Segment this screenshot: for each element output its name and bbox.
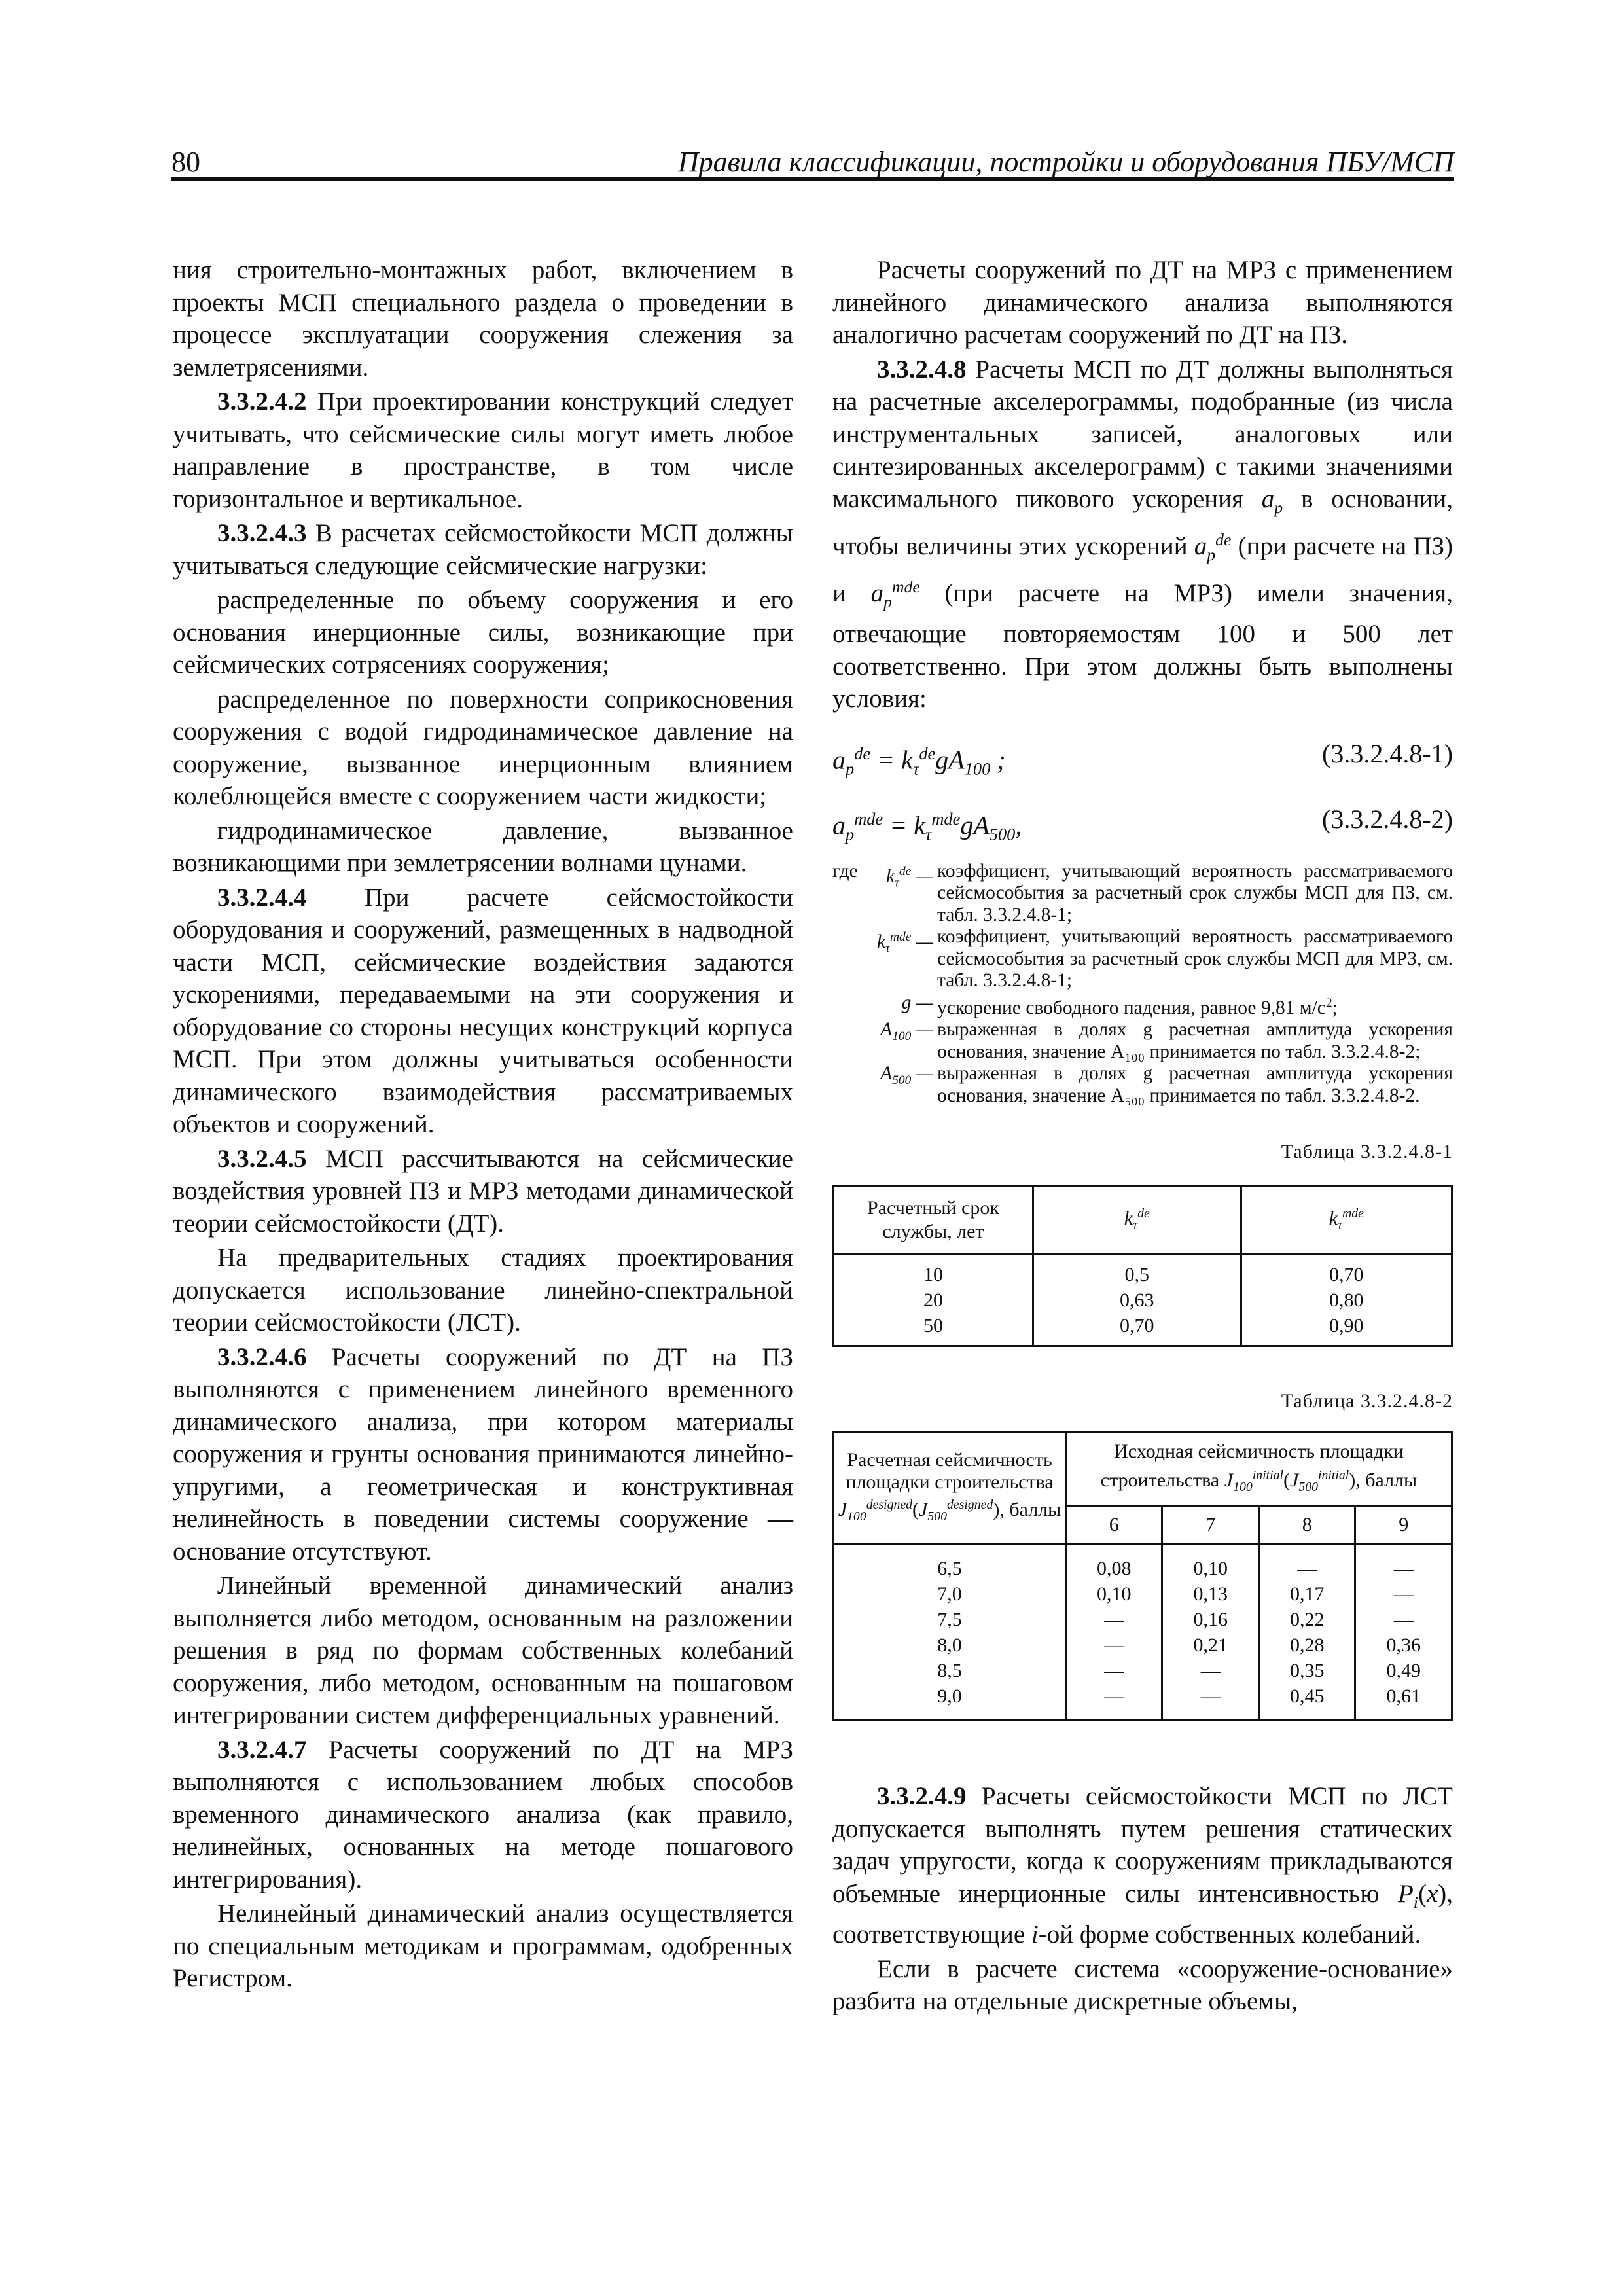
table-cell: 0,5 0,63 0,70 [1033, 1254, 1241, 1346]
paragraph-text: в основании, чтобы величины этих ускорений [832, 484, 1454, 560]
equation-expression: $a_p^{mde} = k_\tau^{mde}gA_{500}$, [832, 808, 1022, 844]
table-cell: 0,08 0,10 — — — — [1066, 1544, 1162, 1721]
seismicity-table [832, 1431, 1453, 1721]
paragraph: Линейный временной динамический анализ выполняется либо методом, основанным на разложении решения в ряд по формам собственных колебаний сооружения, либо методом, основанным на пошаговом интегрировании систем дифференциальных уравнений. [173, 1571, 793, 1729]
paragraph [173, 1143, 793, 1240]
table-cell: 6,5 7,0 7,5 8,0 8,5 9,0 [834, 1544, 1066, 1721]
table-cell: — — — 0,36 0,49 0,61 [1355, 1544, 1452, 1721]
paragraph [173, 1734, 793, 1896]
paragraph-text: -ой форме собственных колебаний. [1038, 1920, 1421, 1949]
header-rule [171, 177, 1454, 181]
paragraph-text: Расчеты МСП по ДТ должны выполняться на расчетные акселерограммы, подобранные (из числа инструментальных записей, аналоговых или синтезированных акселерограмм) с такими значениями максимального пикового ускорения [832, 355, 1453, 513]
paragraph [173, 517, 793, 582]
table-header: Исходная сейсмичность площадки строительства $J_{100}^{initial}(J_{500}^{initial})$, баллы [1066, 1433, 1452, 1506]
legend-text: выраженная в долях g расчетная амплитуда ускорения основания, значение A₁₀₀ принимается по табл. 3.3.2.4.8-2; [937, 1019, 1453, 1062]
paragraph-text: При расчете сейсмостойкости оборудования и сооружений, размещенных в надводной части МСП, сейсмические воздействия задаются ускорениями, передаваемыми на эти сооружения и оборудование со стороны несущих конструкций корпуса МСП. При этом должны учитываться особенности динамического взаимодействия рассматриваемых объектов и сооружений. [173, 883, 793, 1138]
page-header [171, 140, 1454, 181]
paragraph-text: МСП рассчитываются на сейсмические воздействия уровней ПЗ и МРЗ методами динамической теории сейсмостойкости (ДТ). [173, 1144, 793, 1238]
legend-item: $A_{100}$ — выраженная в долях g расчетная амплитуда ускорения основания, значение A₁₀₀ принимается по табл. 3.3.2.4.8-2; [880, 1019, 1453, 1062]
paragraph-text: При проектировании конструкций следует учитывать, что сейсмические силы могут иметь любое направление в пространстве, в том числе горизонтальное и вертикальное. [173, 387, 793, 513]
table-header: 7 [1162, 1506, 1258, 1544]
paragraph: гидродинамическое давление, вызванное возникающими при землетрясении волнами цунами. [173, 816, 793, 877]
table-cell: 10 20 50 [834, 1254, 1033, 1346]
table-header: $k_\tau^{de}$ [1033, 1186, 1241, 1254]
section-number: 3.3.2.4.3 [217, 519, 307, 547]
table-caption: Таблица 3.3.2.4.8-1 [1281, 1141, 1453, 1163]
table-header: Расчетный срок службы, лет [834, 1186, 1033, 1254]
equation-2 [832, 803, 1453, 842]
running-title: Правила классификации, постройки и оборудования ПБУ/МСП [677, 146, 1454, 178]
section-number: 3.3.2.4.7 [217, 1735, 307, 1764]
paragraph [173, 386, 793, 515]
paragraph: ния строительно-монтажных работ, включением в проекты МСП специального раздела о проведении в процессе эксплуатации сооружения слежения за землетрясениями. [173, 256, 793, 382]
table-cell: 0,70 0,80 0,90 [1241, 1254, 1452, 1346]
paragraph-text: (при расчете на МРЗ) имели значения, отвечающие повторяемостям 100 и 500 лет соответственно. При этом должны быть выполнены условия: [832, 579, 1453, 713]
section-number: 3.3.2.4.5 [217, 1144, 307, 1173]
paragraph-text: Расчеты сооружений по ДТ на МРЗ выполняются с использованием любых способов временного динамического анализа (как правило, нелинейных, основанных на методе пошагового интегрирования). [173, 1735, 794, 1893]
table-header: 8 [1258, 1506, 1355, 1544]
symbol-legend [832, 861, 1453, 1107]
paragraph-text: (при расчете на ПЗ) и [832, 531, 1454, 608]
right-column [832, 254, 1453, 2018]
table-cell: 0,10 0,13 0,16 0,21 — — [1162, 1544, 1258, 1721]
table-cell: — 0,17 0,22 0,28 0,35 0,45 [1258, 1544, 1355, 1721]
equation-number: (3.3.2.4.8-2) [1322, 804, 1453, 834]
equation-expression: $a_p^{de} = k_\tau^{de}gA_{100}$ ; [832, 743, 1006, 779]
table-header: $k_\tau^{mde}$ [1241, 1186, 1452, 1254]
paragraph [173, 1341, 793, 1568]
left-column [173, 254, 793, 1995]
paragraph: 3.3.2.4.9 Расчеты сейсмостойкости МСП по ЛСТ допускается выполнять путем решения статических задач упругости, когда к сооружениям прикладываются объемные инерционные силы интенсивностью $P_i(x)$, соответствующие i-ой форме собственных колебаний. [832, 1782, 1454, 1949]
legend-item: $A_{500}$ — выраженная в долях g расчетная амплитуда ускорения основания, значение A₅₀₀ принимается по табл. 3.3.2.4.8-2. [880, 1063, 1453, 1106]
paragraph: Если в расчете система «сооружение-основание» разбита на отдельные дискретные объемы, [832, 1954, 1453, 2016]
legend-text: коэффициент, учитывающий вероятность рассматриваемого сейсмособытия за расчетный срок службы МСП для ПЗ, см. табл. 3.3.2.4.8-1; [937, 860, 1453, 925]
paragraph-text: Расчеты сооружений по ДТ на ПЗ выполняются с применением линейного временного динамического анализа, при котором материалы сооружения и грунты основания принимаются линейно-упругими, а геометрическая и конструктивная нелинейность в поведении системы сооружение — основание отсутствуют. [173, 1342, 793, 1566]
legend-text: выраженная в долях g расчетная амплитуда ускорения основания, значение A₅₀₀ принимается по табл. 3.3.2.4.8-2. [937, 1063, 1453, 1106]
legend-where: где [832, 860, 858, 882]
page-number: 80 [171, 146, 200, 178]
paragraph: распределенные по объему сооружения и его основания инерционные силы, возникающие при сейсмических сотрясениях сооружения; [173, 586, 793, 679]
legend-text: коэффициент, учитывающий вероятность рассматриваемого сейсмособытия за расчетный срок службы МСП для МРЗ, см. табл. 3.3.2.4.8-1; [937, 926, 1453, 992]
equation-number: (3.3.2.4.8-1) [1322, 738, 1453, 768]
paragraph: распределенное по поверхности соприкосновения сооружения с водой гидродинамическое давление на сооружение, вызванное инерционным влиянием колеблющейся вместе с сооружением части жидкости; [173, 685, 793, 810]
equation-1 [832, 738, 1453, 777]
section-number: 3.3.2.4.9 [877, 1782, 967, 1811]
paragraph-text: , соответствующие [832, 1879, 1453, 1949]
legend-item: где $k_\tau^{de}$ — коэффициент, учитывающий вероятность рассматриваемого сейсмособытия за расчетный срок службы МСП для ПЗ, см. табл. 3.3.2.4.8-1; [832, 860, 1453, 925]
table-header: Расчетная сейсмичность площадки строительства $J_{100}^{designed}(J_{500}^{designed})$, баллы [834, 1433, 1066, 1544]
legend-text: ускорение свободного падения, равное 9,81 $м/с^2$; [937, 996, 1338, 1018]
paragraph-text: Расчеты сейсмостойкости МСП по ЛСТ допускается выполнять путем решения статических задач упругости, когда к сооружениям прикладываются объемные инерционные силы интенсивностью [832, 1782, 1454, 1908]
section-number: 3.3.2.4.4 [217, 883, 307, 912]
table-header: 9 [1355, 1506, 1452, 1544]
paragraph [173, 882, 793, 1141]
section-number: 3.3.2.4.8 [877, 355, 967, 384]
section-number: 3.3.2.4.6 [217, 1342, 307, 1371]
coefficient-table [832, 1185, 1453, 1347]
paragraph: 3.3.2.4.8 Расчеты МСП по ДТ должны выполняться на расчетные акселерограммы, подобранные (из числа инструментальных записей, аналоговых или синтезированных акселерограмм) с такими значениями максимального пикового ускорения $a_p$ в основании, чтобы величины этих ускорений $a_p^{de}$ (при расчете на ПЗ) и $a_p^{mde}$ (при расчете на МРЗ) имели значения, отвечающие повторяемостям 100 и 500 лет соответственно. При этом должны быть выполнены условия: [832, 355, 1454, 713]
paragraph-text: В расчетах сейсмостойкости МСП должны учитываться следующие сейсмические нагрузки: [173, 519, 794, 580]
section-number: 3.3.2.4.2 [217, 387, 307, 416]
legend-item: g — ускорение свободного падения, равное 9,81 $м/с^2$; [832, 992, 1453, 1019]
table-header: 6 [1066, 1506, 1162, 1544]
legend-item: $k_\tau^{mde}$ — коэффициент, учитывающий вероятность рассматриваемого сейсмособытия за расчетный срок службы МСП для МРЗ, см. табл. 3.3.2.4.8-1; [876, 926, 1453, 992]
table-caption: Таблица 3.3.2.4.8-2 [1281, 1390, 1453, 1412]
paragraph: Нелинейный динамический анализ осуществляется по специальным методикам и программам, одобренных Регистром. [173, 1899, 793, 1992]
paragraph: На предварительных стадиях проектирования допускается использование линейно-спектральной теории сейсмостойкости (ЛСТ). [173, 1244, 793, 1336]
paragraph: Расчеты сооружений по ДТ на МРЗ с применением линейного динамического анализа выполняются аналогично расчетам сооружений по ДТ на ПЗ. [832, 256, 1453, 349]
